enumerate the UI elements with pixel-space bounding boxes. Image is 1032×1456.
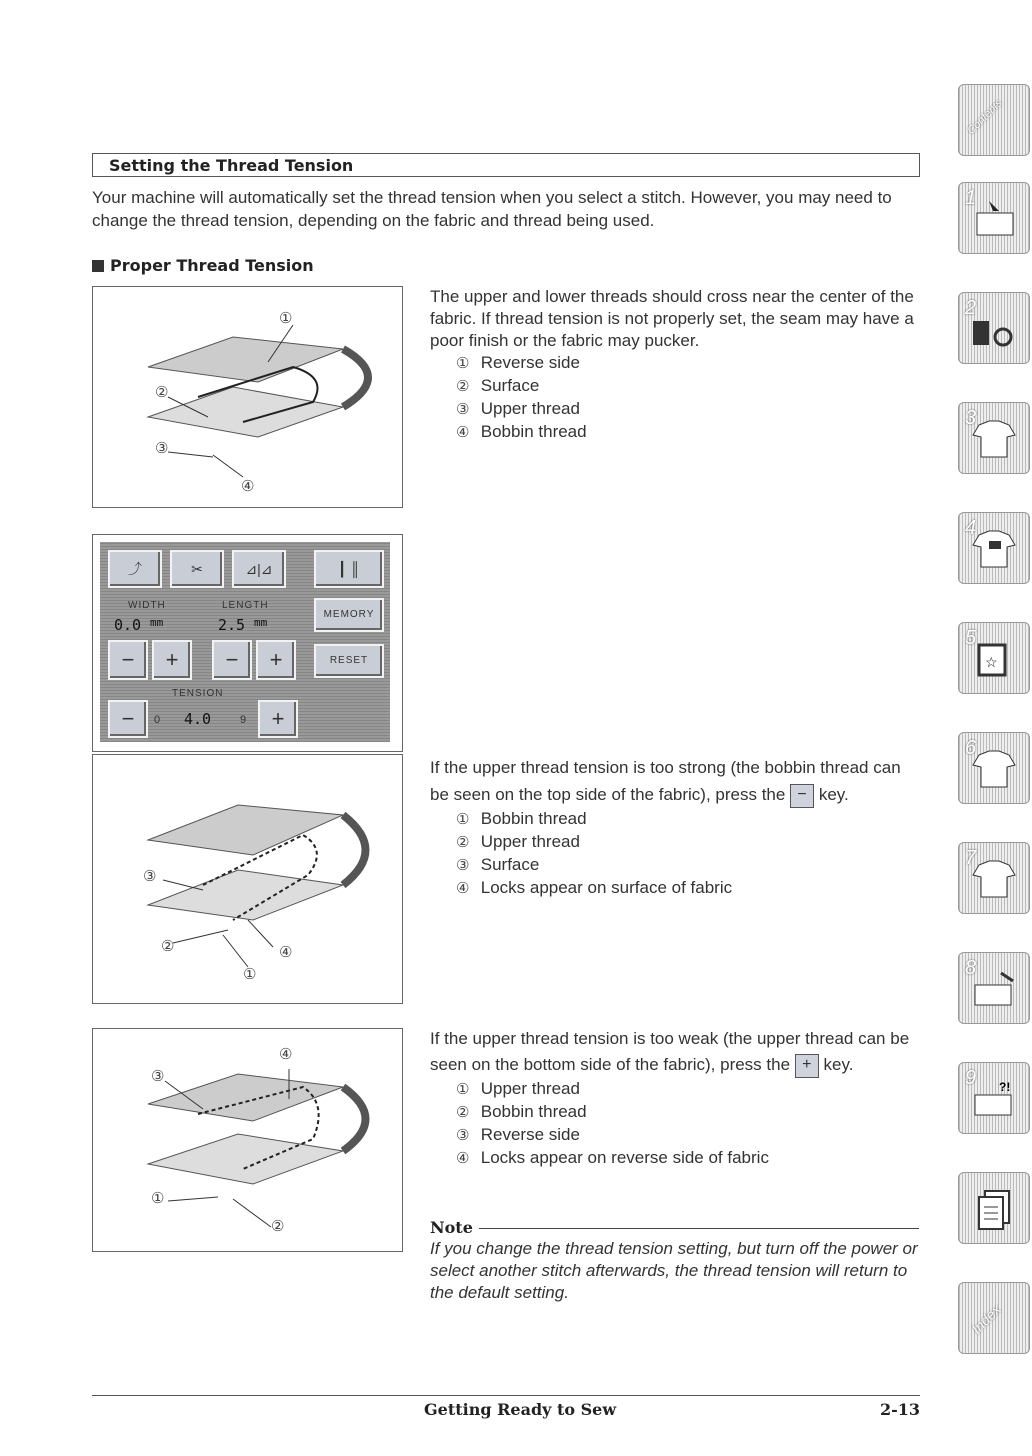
note-rule (479, 1228, 919, 1229)
plus-key-icon: + (795, 1054, 819, 1078)
fabric-diagram-3 (93, 1029, 402, 1251)
square-bullet-icon (92, 260, 104, 272)
shirt-icon (969, 417, 1019, 461)
needle-position-button[interactable]: ⤴ (108, 550, 162, 588)
tab-index[interactable]: Index (958, 1282, 1030, 1354)
shirt-design-icon (969, 747, 1019, 791)
tab-3[interactable]: 3 (958, 402, 1030, 474)
control-panel-screen (100, 542, 390, 742)
list-item: ④ Bobbin thread (456, 422, 587, 441)
block2-text: If the upper thread tension is too strong (the bobbin thread can be seen on the top side of the fabric), press the − key. ① Bobbin thread ② Upper thread ③ Surface ④ Locks appear on surface of fabric (430, 754, 922, 900)
tension-min: 0 (154, 714, 162, 726)
footer-rule (92, 1395, 920, 1396)
figure-proper-tension (92, 286, 403, 508)
callout-3: ③ (143, 868, 157, 885)
list-item: ④ Locks appear on reverse side of fabric (456, 1148, 769, 1167)
scissors-icon[interactable]: ✂ (170, 550, 224, 588)
tab-4[interactable]: 4 (958, 512, 1030, 584)
length-unit: mm (254, 616, 268, 629)
width-unit: mm (150, 616, 164, 629)
tab-2[interactable]: 2 (958, 292, 1030, 364)
tab-9[interactable]: 9 ?! (958, 1062, 1030, 1134)
block1-text (430, 286, 922, 444)
width-plus-button[interactable]: + (152, 640, 192, 680)
memory-button[interactable]: MEMORY (314, 598, 384, 632)
width-label: WIDTH (128, 600, 166, 611)
page-number: 2-13 (880, 1400, 921, 1419)
machine-maintenance-icon (969, 967, 1019, 1011)
tab-5[interactable]: 5 ☆ (958, 622, 1030, 694)
tab-contents[interactable]: Contents (958, 84, 1030, 156)
length-label: LENGTH (222, 600, 269, 611)
tension-value: 4.0 (184, 710, 212, 728)
tension-minus-button[interactable]: − (108, 700, 148, 738)
list-item: ② Bobbin thread (456, 1102, 587, 1121)
svg-text:?!: ?! (999, 1080, 1011, 1094)
callout-1: ① (243, 966, 257, 983)
machine-troubleshoot-icon (969, 1077, 1019, 1121)
list-item: ① Bobbin thread (456, 809, 587, 828)
svg-text:☆: ☆ (985, 654, 998, 670)
block3-paragraph: If the upper thread tension is too weak (the upper thread can be seen on the bottom side of the fabric), press the (430, 1029, 910, 1074)
callout-2: ② (271, 1218, 285, 1235)
mirror-button[interactable]: ⊿|⊿ (232, 550, 286, 588)
callout-3: ③ (151, 1068, 165, 1085)
documents-icon (969, 1187, 1019, 1231)
section-title: Setting the Thread Tension (92, 153, 920, 177)
callout-1: ① (279, 310, 293, 327)
list-item: ② Upper thread (456, 832, 580, 851)
figure-tension-too-strong (92, 754, 403, 1004)
callout-2: ② (155, 384, 169, 401)
callout-3: ③ (155, 440, 169, 457)
width-minus-button[interactable]: − (108, 640, 148, 680)
reset-button[interactable]: RESET (314, 644, 384, 678)
tab-6[interactable]: 6 (958, 732, 1030, 804)
callout-4: ④ (241, 478, 255, 495)
tab-1[interactable]: 1 (958, 182, 1030, 254)
callout-2: ② (161, 938, 175, 955)
embroidery-frame-icon (969, 637, 1019, 681)
shirt-edit-icon (969, 857, 1019, 901)
note-text: If you change the thread tension setting, but turn off the power or select another stitch afterwards, the thread tension will return to the default setting. (430, 1239, 918, 1302)
list-item: ④ Locks appear on surface of fabric (456, 878, 733, 897)
list-item: ③ Reverse side (456, 1125, 580, 1144)
list-item: ③ Upper thread (456, 399, 580, 418)
block3-text: If the upper thread tension is too weak (the upper thread can be seen on the bottom side of the fabric), press the + key. ① Upper thread ② Bobbin thread ③ Reverse side ④ Locks appear on reverse side of fabric (430, 1026, 922, 1170)
tension-label: TENSION (172, 688, 224, 699)
length-minus-button[interactable]: − (212, 640, 252, 680)
tab-7[interactable]: 7 (958, 842, 1030, 914)
needle-mode-button[interactable]: ┃ ║ (314, 550, 384, 588)
figure-tension-too-weak (92, 1028, 403, 1252)
minus-key-icon: − (790, 784, 814, 808)
callout-1: ① (151, 1190, 165, 1207)
tension-max: 9 (240, 714, 248, 726)
list-item: ① Reverse side (456, 353, 580, 372)
length-value: 2.5 (218, 616, 246, 634)
fabric-diagram-1 (93, 287, 402, 507)
tension-plus-button[interactable]: + (258, 700, 298, 738)
callout-4: ④ (279, 944, 293, 961)
width-value: 0.0 (114, 616, 142, 634)
sewing-machine-icon (969, 197, 1019, 241)
note-heading: Note (430, 1218, 473, 1237)
callout-4: ④ (279, 1046, 293, 1063)
block2-paragraph: If the upper thread tension is too strong (the bobbin thread can be seen on the top side of the fabric), press the (430, 758, 901, 804)
subheading (92, 256, 314, 275)
subheading-text: Proper Thread Tension (110, 256, 314, 275)
shirt-embroidery-icon (969, 527, 1019, 571)
length-plus-button[interactable]: + (256, 640, 296, 680)
footer-title: Getting Ready to Sew (424, 1400, 617, 1419)
tab-appendix[interactable] (958, 1172, 1030, 1244)
intro-paragraph: Your machine will automatically set the thread tension when you select a stitch. However, you may need to change the thread tension, depending on the fabric and thread being used. (92, 188, 892, 230)
thread-spool-icon (969, 307, 1019, 351)
list-item: ② Surface (456, 376, 540, 395)
tab-8[interactable]: 8 (958, 952, 1030, 1024)
list-item: ③ Surface (456, 855, 540, 874)
note-box (430, 1218, 922, 1304)
block1-paragraph: The upper and lower threads should cross near the center of the fabric. If thread tension is not properly set, the seam may have a poor finish or the fabric may pucker. (430, 287, 914, 350)
list-item: ① Upper thread (456, 1079, 580, 1098)
